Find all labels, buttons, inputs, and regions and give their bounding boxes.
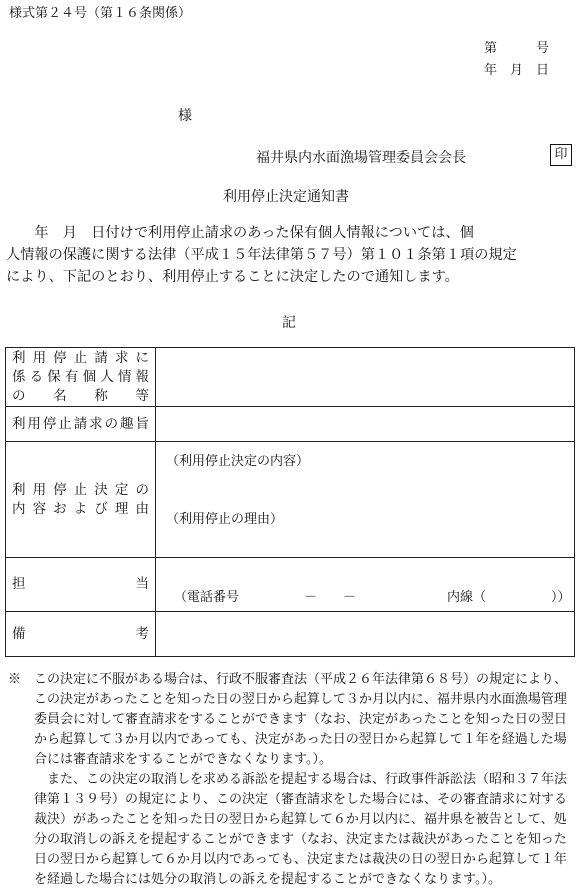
row-label-remarks xyxy=(6,612,156,657)
note-line: 委員会に対して審査請求をすることができます（なお、決定があったことを知った日の翌日 xyxy=(8,712,567,727)
note-line: この決定があったことを知った日の翌日から起算して３か月以内に、福井県内水面漁場管理 xyxy=(8,692,567,707)
label-line: 備 考 xyxy=(12,625,149,642)
phone-extension-label: （電話番号 － － 内線（ ）） xyxy=(174,590,571,605)
body-line: により、下記のとおり、利用停止することに決定したので通知します。 xyxy=(6,269,459,285)
row-label-target-info xyxy=(6,348,156,407)
note-line: 律第１３９号）の規定により、この決定（審査請求をした場合には、その審査請求に対する xyxy=(8,792,568,807)
document-title: 利用停止決定通知書 xyxy=(223,189,349,205)
note-line: 分の取消しの訴えを提起することができます（なお、決定または裁決があったことを知った xyxy=(8,832,567,847)
document-date-line: 年 月 日 xyxy=(484,63,550,78)
note-line: から起算して３か月以内であっても、決定があった日の翌日から起算して１年を経過した場 xyxy=(8,732,567,747)
table-row xyxy=(6,348,575,407)
addressee-honorific: 様 xyxy=(178,108,192,124)
notes-section xyxy=(8,670,578,890)
note-line: また、この決定の取消しを求める訴訟を提起する場合は、行政事件訴訟法（昭和３７年法 xyxy=(8,772,568,787)
sender-name: 福井県内水面漁場管理委員会会長 xyxy=(256,150,466,166)
table-row xyxy=(6,407,575,442)
label-line: 担 当 xyxy=(12,576,149,592)
ki-heading: 記 xyxy=(282,315,296,331)
table-row xyxy=(6,558,575,612)
table-row xyxy=(6,442,575,558)
row-label-request-purpose xyxy=(6,407,156,442)
value-target-info[interactable] xyxy=(156,348,575,407)
value-remarks[interactable] xyxy=(156,612,575,657)
note-line: 日の翌日から起算して６か月以内であっても、決定または裁決の日の翌日から起算して１年 xyxy=(8,852,567,867)
decision-table xyxy=(5,347,575,657)
row-label-person-in-charge xyxy=(6,558,156,612)
label-line: 内容および理由 xyxy=(12,500,149,517)
label-line: 利用停止決定の xyxy=(12,481,149,498)
body-line: 年 月 日付けで利用停止請求のあった保有個人情報については、個 xyxy=(6,225,474,241)
label-line: 係る保有個人情報 xyxy=(12,368,149,385)
body-line: 人情報の保護に関する法律（平成１５年法律第５７号）第１０１条第１項の規定 xyxy=(6,247,517,263)
row-label-decision-reason xyxy=(6,442,156,558)
note-line: 裁決）があったことを知った日の翌日から起算して６か月以内に、福井県を被告として、処 xyxy=(8,812,567,827)
document-number-line: 第 号 xyxy=(484,41,550,56)
value-person-in-charge[interactable] xyxy=(156,558,575,612)
label-line: の 名 称 等 xyxy=(12,387,149,404)
decision-reason-label: （利用停止の理由） xyxy=(166,512,284,527)
body-paragraph xyxy=(6,222,579,288)
label-line: 利用停止請求に xyxy=(12,349,149,366)
seal-stamp: 印 xyxy=(550,144,572,166)
value-decision-reason[interactable] xyxy=(156,442,575,558)
value-request-purpose[interactable] xyxy=(156,407,575,442)
table-row xyxy=(6,612,575,657)
form-number: 様式第２４号（第１６条関係） xyxy=(9,6,192,21)
note-line: 合には審査請求をすることができなくなります。）。 xyxy=(8,752,332,767)
decision-content-label: （利用停止決定の内容） xyxy=(166,454,310,469)
note-line: を経過した場合には処分の取消しの訴えを提起することができなくなります。）。 xyxy=(8,872,501,887)
note-line: ※ この決定に不服がある場合は、行政不服審査法（平成２６年法律第６８号）の規定により、 xyxy=(8,672,568,687)
label-line: 利用停止請求の趣旨 xyxy=(12,415,149,432)
